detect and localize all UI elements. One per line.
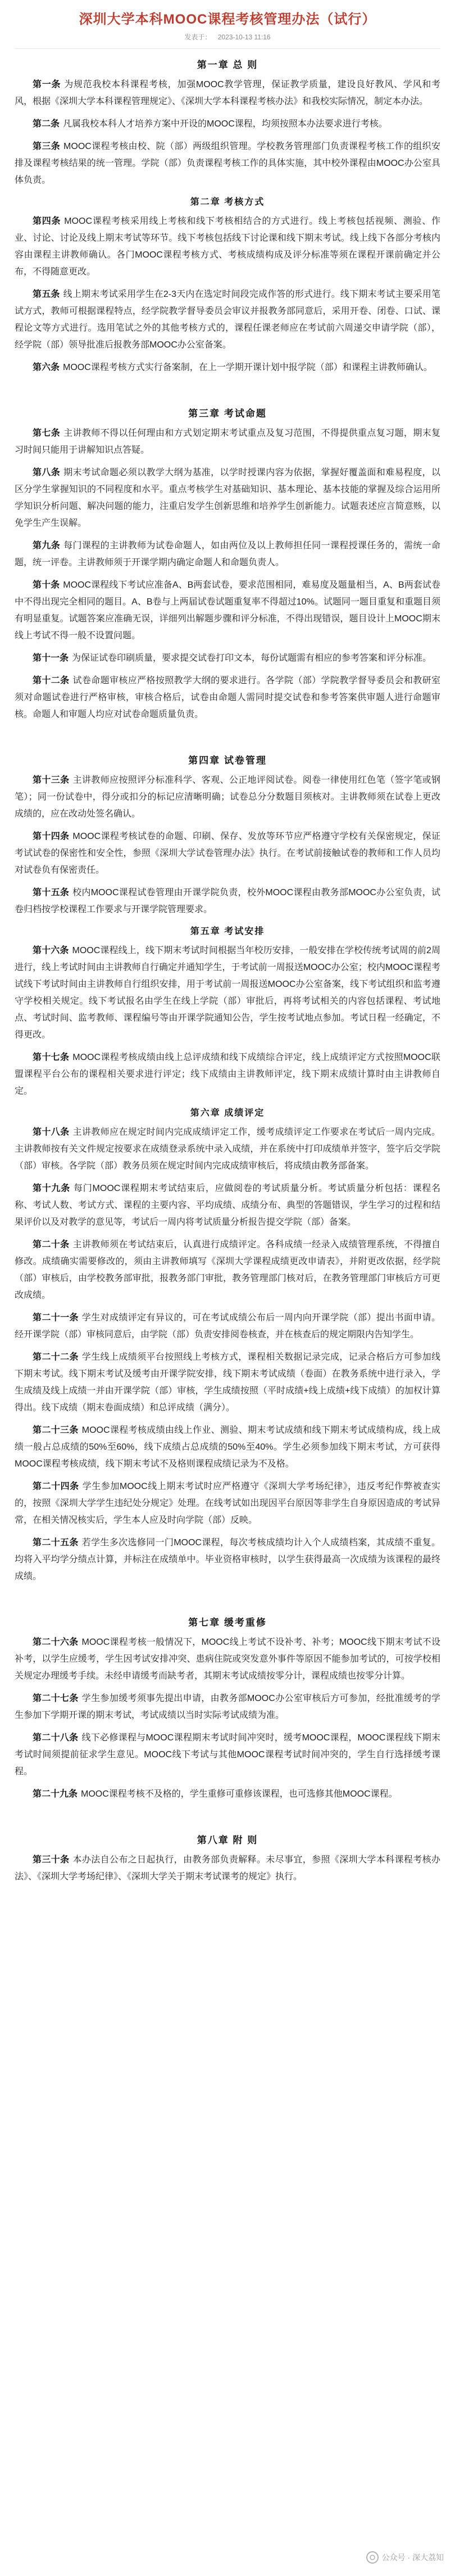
article-number: 第三条 <box>33 142 61 151</box>
publish-label: 发表于： <box>184 33 212 41</box>
article <box>15 1852 440 1885</box>
article <box>15 1422 440 1473</box>
chapter-title: 第三章 考试命题 <box>188 408 267 419</box>
article-text: 线上期末考试采用学生在2-3天内在选定时间段完成作答的形式进行。线下期末考试主要采用笔试方式，教师可根据课程特点，经学院教学督导委员会审议并报教务部同意后，采用开卷、闭卷、口试、课程论文等方式进行。选用笔试之外的其他考核方式的，课程任课老师应在考试前六周递交申请学院（部），经学院（部）领导批准后报教务部MOOC办公室备案。 <box>15 290 440 350</box>
chapter-title: 第四章 试卷管理 <box>188 755 267 766</box>
article <box>15 1535 440 1585</box>
article-number: 第十五条 <box>33 888 70 897</box>
article-number: 第二十六条 <box>33 1637 79 1647</box>
article <box>15 1237 440 1304</box>
article <box>15 885 440 918</box>
article-number: 第十条 <box>33 580 60 590</box>
article-text: 主讲教师应在规定时间内完成成绩评定工作，缓考成绩评定工作要求在考试后一周内完成。主讲教师按有关文件规定按要求在成绩登录系统中录入成绩，并在系统中打印成绩单并签字，签字后交学院（部）审核。各学院（部）教务员须在规定时间内完成成绩审核后，将成绩由教务部备案。 <box>15 1127 440 1171</box>
header-divider <box>15 48 440 49</box>
article <box>15 1310 440 1343</box>
article-text: MOOC课程线下考试应准备A、B两套试卷，要求范围相同，难易度及题量相当，A、B两套试卷中不得出现完全相同的题目。A、B卷与上两届试卷试题重复率不得超过10%。试题同一题目重复和重题目须有明显重复。试题答案应准确无误，详细列出解题步骤和评分标准，不得出现错误，题目设计上MOOC期末线上考试不得一般不设置问题。 <box>15 580 440 640</box>
article-text: 为保证试卷印刷质量，要求提交试卷打印文本，每份试题需有相应的参考答案和评分标准。 <box>72 653 432 663</box>
article <box>15 772 440 823</box>
article <box>15 425 440 459</box>
article-number: 第九条 <box>33 541 61 551</box>
article-text: 若学生多次选修同一门MOOC课程，每次考核成绩均计入个人成绩档案，其成绩不重复。均将入平均学分绩点计算，并标注在成绩单中。毕业资格审核时，以学生获得最高一次成绩为该课程的最终成绩。 <box>15 1538 440 1581</box>
article <box>15 1478 440 1529</box>
article <box>15 1690 440 1724</box>
article-text: MOOC课程考核试卷的命题、印刷、保存、发放等环节应严格遵守学校有关保密规定，保证考试试卷的保密性和安全性，参照《深圳大学试卷管理办法》执行。在考试前接触试卷的教师和工作人员均对试卷负有保密责任。 <box>15 832 440 875</box>
article-text: MOOC课程考核成绩由线上总评成绩和线下成绩综合评定，线上成绩评定方式按照MOOC联盟课程平台公布的课程相关要求进行评定；线下成绩由主讲教师评定，线下期末成绩计算时由主讲教师自定。 <box>15 1053 440 1096</box>
article-text: 本办法自公布之日起执行，由教务部负责解释。未尽事宜，参照《深圳大学本科课程考核办法》、《深圳大学考场纪律》、《深圳大学关于期末考试课考的规定》执行。 <box>15 1855 440 1882</box>
article <box>15 1349 440 1416</box>
article-text: 主讲教师不得以任何理由和方式划定期末考试重点及复习范围，不得提供重点复习题，期末复习时间只能用于讲解知识点答疑。 <box>15 428 440 455</box>
article-text: 为规范我校本科课程考核，加强MOOC教学管理，保证教学质量，建设良好教风、学风和考风，根据《深圳大学本科课程管理规定》、《深圳大学本科课程考核办法》和我校实际情况，制定本办法。 <box>15 80 440 106</box>
article <box>15 76 440 110</box>
article-number: 第三十条 <box>33 1855 70 1865</box>
article-number: 第二十条 <box>33 1240 70 1249</box>
article-text: MOOC课程考核成绩由线上作业、测验、期末考试成绩和线下期末考试成绩构成，线上成绩一般占总成绩的50%至60%，线下成绩占总成绩的50%至40%。学生必须参加线下期末考试，方可获得MOOC课程考核成绩，线下期末考试不及格则课程成绩记录为不及格。 <box>15 1425 440 1469</box>
article-text: MOOC课程考核不及格的，学生重修可重修该课程，也可选修其他MOOC课程。 <box>81 1789 398 1799</box>
wechat-official-account-icon <box>366 2551 379 2564</box>
article <box>15 1786 440 1803</box>
article-number: 第十四条 <box>33 832 70 841</box>
article-number: 第十七条 <box>33 1053 70 1062</box>
chapter-title: 第八章 附 则 <box>197 1835 258 1846</box>
article-text: 每门课程的主讲教师为试卷命题人，如由两位及以上教师担任同一课程授课任务的，需统一命题，统一评卷。主讲教师须于开课学期内确定命题人和命题负责人。 <box>15 541 440 567</box>
article-number: 第二十一条 <box>33 1313 79 1323</box>
article-text: 线下必修课程与MOOC课程期末考试时间冲突时，缓考MOOC课程，MOOC课程线下期末考试时间须提前征求学生意见。MOOC线下考试与其他MOOC课程考试时间冲突的，学生自行选择缓考课程。 <box>15 1733 440 1776</box>
article-text: MOOC课程考核一般情况下，MOOC线上考试不设补考、补考；MOOC线下期末考试不设补考，以学生应缓考，学生因考试安排冲突、患病住院或突发意外事件等原因不能参加考试的，可按学校相关规定办理缓考手续。未经申请缓考而缺考者，其期末考试成绩按零分计，课程成绩也按零分计算。 <box>15 1637 440 1681</box>
chapter-title: 第六章 成绩评定 <box>190 1108 265 1118</box>
watermark <box>366 2551 444 2564</box>
article-text: 校内MOOC课程试卷管理由开课学院负责，校外MOOC课程由教务部MOOC办公室负责，试卷归档按学校课程工作要求与开课学院管理要求。 <box>15 888 440 914</box>
article-text: 学生参加缓考须事先提出申请，由教务部MOOC办公室审核后方可参加，经批准缓考的学生参加下学期开课的期末考试，考试成绩以当时实际考试成绩为准。 <box>15 1694 440 1720</box>
article <box>15 1124 440 1175</box>
watermark-text: 公众号 · 深大荔知 <box>381 2553 444 2562</box>
article-text: MOOC课程考核方式实行备案制，在上一学期开课计划中报学院（部）和课程主讲教师确认。 <box>63 363 433 372</box>
article-number: 第二十五条 <box>33 1538 79 1548</box>
article-text: 期末考试命题必须以教学大纲为基准，以学时授课内容为依据，掌握好覆盖面和难易程度，以区分学生掌握知识的不同程度和水平。重点考核学生对基础知识、基本理论、基本技能的掌握及综合运用所学知识分析问题、解决问题的能力，注重启发学生创新思维和培养学生创新能力。试题表述应言简意赅，以免学生产生误解。 <box>15 468 440 528</box>
article-number: 第十三条 <box>33 775 70 785</box>
publish-date: 2023-10-13 11:16 <box>217 33 271 41</box>
article-number: 第二条 <box>33 119 60 129</box>
article-text: 每门MOOC课程期末考试结束后，应做阅卷的考试质量分析。考试质量分析包括：课程名称、考试人数、考试方式、课程的主要内容、平均成绩、成绩分布、典型的答题错误，学生学习的过程和结果评价以及对教学的意见等，考试后一周内将考试质量分析报告提交学院（部）备案。 <box>15 1184 440 1227</box>
article-text: MOOC课程考核由校、院（部）两级组织管理。学校教务管理部门负责课程考核工作的组织安排及课程考核结果的统一管理。学院（部）负责课程考核工作的具体实施，其中校外课程由MOOC办公室具体负责。 <box>15 142 440 185</box>
chapter-title: 第七章 缓考重修 <box>188 1617 267 1628</box>
article <box>15 286 440 354</box>
article-number: 第六条 <box>33 363 60 372</box>
article-number: 第十八条 <box>33 1127 70 1137</box>
article-number: 第八条 <box>33 468 61 477</box>
article <box>15 828 440 879</box>
article-number: 第二十九条 <box>33 1789 78 1799</box>
chapter-title: 第一章 总 则 <box>197 60 258 70</box>
article <box>15 577 440 644</box>
article <box>15 138 440 189</box>
article <box>15 359 440 376</box>
article-text: 学生参加MOOC线上期末考试时应严格遵守《深圳大学考场纪律》，违反考纪作弊被查实的，按照《深圳大学学生违纪处分规定》处理。在线考试如出现因平台原因等非学生自身原因造成的考试异常，在相关情况核实后，学生本人应及时向学院（部）反映。 <box>15 1482 440 1525</box>
publish-meta <box>15 32 440 42</box>
article-number: 第七条 <box>33 428 61 438</box>
article-text: 凡属我校本科人才培养方案中开设的MOOC课程，均须按照本办法要求进行考核。 <box>63 119 388 129</box>
chapter-title: 第二章 考核方式 <box>190 197 265 207</box>
article-text: 主讲教师应按照评分标准科学、客观、公正地评阅试卷。阅卷一律使用红色笔（签字笔或钢笔）；同一份试卷中，得分或扣分的标记应清晰明确；试卷总分分数题目须核对。主讲教师须在试卷上更改成绩的，应在改动处签名确认。 <box>15 775 440 819</box>
article-text: 试卷命题审核应严格按照教学大纲的要求进行。各学院（部）学院教学督导委员会和教研室须对命题试卷进行严格审核，审核合格后，试卷由命题人需同时提交试卷和参考答案供审题人进行命题审核。命题人和审题人均应对试卷命题质量负责。 <box>15 676 440 719</box>
article <box>15 116 440 133</box>
article-number: 第十六条 <box>33 946 69 955</box>
article <box>15 1180 440 1231</box>
article-number: 第二十三条 <box>33 1425 79 1435</box>
article-number: 第十二条 <box>33 676 70 685</box>
article-number: 第五条 <box>33 290 60 299</box>
article-text: 主讲教师须在考试结束后，认真进行成绩评定。各科成绩一经录入成绩管理系统，不得擅自修改。成绩确实需要修改的，须由主讲教师填写《深圳大学课程成绩更改申请表》，并附更改依据，经学院（部）审核后，由学校教务部审批，报教务部门审批，教务管理部门核对后，在教务管理部门审核后方可更改成绩。 <box>15 1240 440 1300</box>
article-text: MOOC课程考核采用线上考核和线下考核相结合的方式进行。线上考核包括视频、测验、作业、讨论、讨论及线上期末考试等环节。线下考核包括线下讨论课和线下期末考试。线上线下各部分考核内容由课程主讲教师确认。各门MOOC课程考核方式、考核成绩构成及评分标准等须在课程开课前确定并公布，不得随意更改。 <box>15 216 440 277</box>
article-number: 第二十二条 <box>33 1352 79 1362</box>
article <box>15 464 440 532</box>
article-text: 学生线上成绩须平台按照线上考核方式，课程相关数据记录完成，记录合格后方可参加线下期末考试。线下期末考试及缓考由开课学院安排，线下期末考试成绩（卷面）在教务系统中进行录入，学生成绩及线上成绩一并由开课学院（部）审核，学生成绩按照（平时成绩+线上成绩+线下成绩）的加权计算得出。线下成绩（期末卷面成绩）和总评成绩（满分）。 <box>15 1352 440 1413</box>
article <box>15 650 440 667</box>
article-text: MOOC课程线上，线下期末考试时间根据当年校历安排，一般安排在学校传统考试周的前2周进行，线上考试时间由主讲教师自行确定并通知学生，于考试前一周报送MOOC办公室；校内MOOC课程考试线下考试时间由主讲教师自行组织安排，用于考试前一周报送MOOC办公室备案，线下考试组织和监考遵守学校相关规定。线下考试报名由学生在线上学院（部）审批后，再将考试相关的内容包括课程、考试地点、考试时间、监考教师、课程编号等由开课学院通知公告，学生按考试地点参加。考试日程一经确定，不得更改。 <box>15 946 440 1040</box>
article-number: 第二十七条 <box>33 1694 79 1703</box>
article-text: 学生对成绩评定有异议的，可在考试成绩公布后一周内向开课学院（部）提出书面申请。经开课学院（部）审核同意后，由学院（部）负责安排阅卷核查，并在核查后的规定期限内告知学生。 <box>15 1313 440 1339</box>
chapter-title: 第五章 考试安排 <box>190 927 265 936</box>
article <box>15 673 440 723</box>
article-number: 第十九条 <box>33 1184 71 1193</box>
article-number: 第二十四条 <box>33 1482 79 1491</box>
article <box>15 538 440 571</box>
article-number: 第一条 <box>33 80 61 89</box>
article-number: 第四条 <box>33 216 61 226</box>
article <box>15 1634 440 1685</box>
document-title: 深圳大学本科MOOC课程考核管理办法（试行） <box>79 12 376 27</box>
article <box>15 1730 440 1780</box>
article-number: 第十一条 <box>33 653 69 663</box>
article <box>15 213 440 281</box>
article <box>15 1049 440 1100</box>
article-number: 第二十八条 <box>33 1733 79 1743</box>
article <box>15 942 440 1044</box>
